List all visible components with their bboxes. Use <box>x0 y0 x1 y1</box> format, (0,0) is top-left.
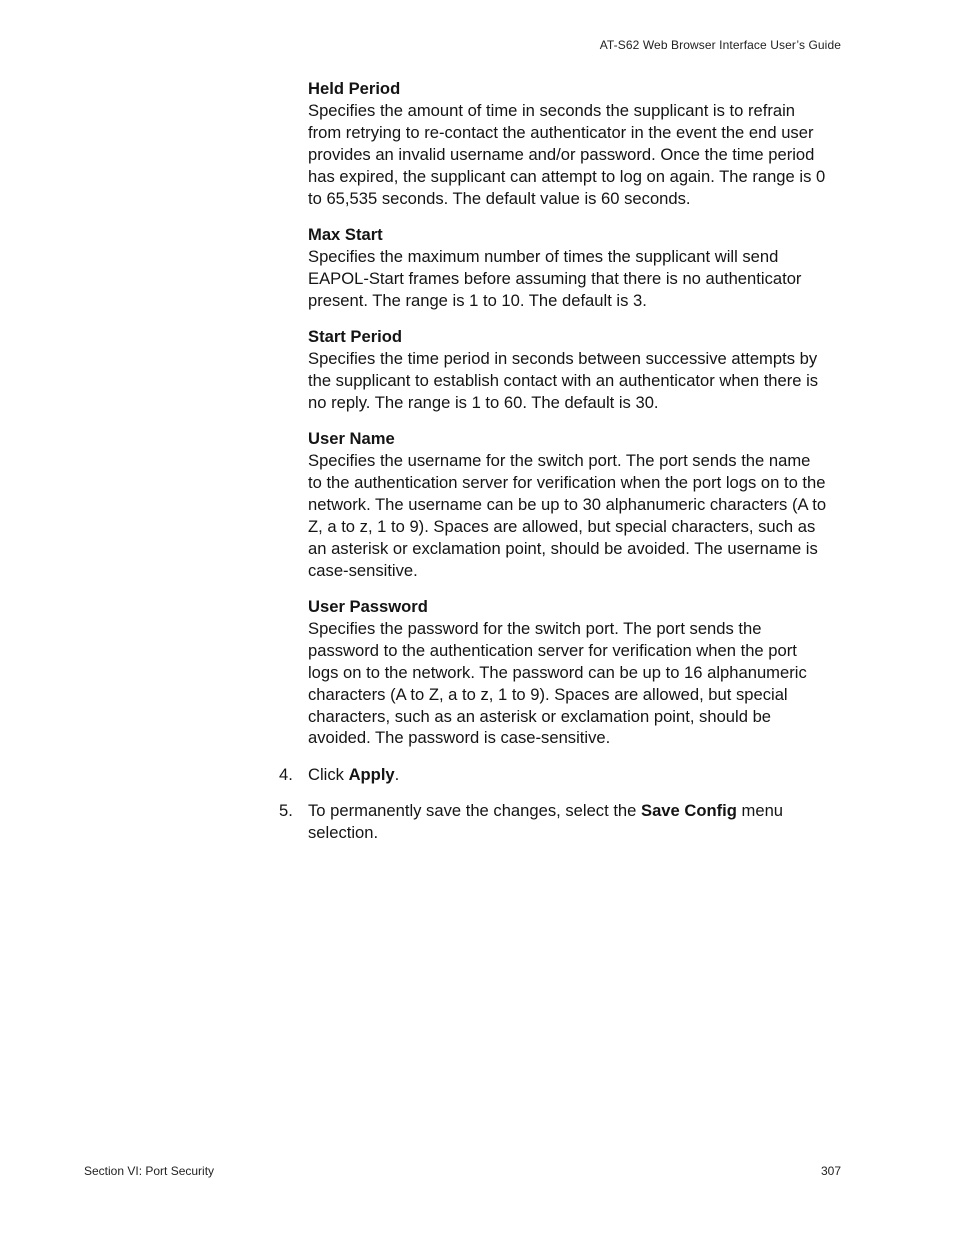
step-emphasis: Save Config <box>641 801 737 821</box>
parameter-description: Specifies the password for the switch port. The port sends the password to the authentication server for verification when the port logs on to the network. The password can be up to 16 alphanumeric characters (A to Z, a to z, 1 to 9). Spaces are allowed, but special characters, such as an asterisk or exclamation point, should be avoided. The password is case-sensitive. <box>308 618 807 748</box>
step-number: 4. <box>279 764 293 784</box>
step-item <box>279 764 828 786</box>
step-text: Click <box>308 764 349 784</box>
parameter-user-password <box>308 596 828 749</box>
parameter-title: User Name <box>308 429 395 449</box>
running-header: AT-S62 Web Browser Interface User’s Guide <box>599 38 841 52</box>
footer-section-title: Section VI: Port Security <box>84 1164 215 1178</box>
parameter-description: Specifies the time period in seconds between successive attempts by the supplicant to establish contact with an authenticator when there is no reply. The range is 1 to 60. The default is 30. <box>308 348 819 412</box>
parameter-title: Max Start <box>308 224 383 244</box>
parameter-max-start <box>308 224 828 312</box>
parameter-title: Held Period <box>308 79 401 98</box>
parameter-title: User Password <box>308 597 428 617</box>
parameter-description: Specifies the amount of time in seconds the supplicant is to refrain from retrying to re-contact the authenticator in the event the end user provides an invalid username and/or password. Once the time period has expired, the supplicant can attempt to log on again. The range is 0 to 65,535 seconds. The default value is 60 seconds. <box>308 100 826 208</box>
step-item <box>279 800 828 844</box>
main-content <box>279 78 828 859</box>
parameter-user-name <box>308 428 828 581</box>
parameter-description: Specifies the username for the switch port. The port sends the name to the authentication server for verification when the port logs on to the network. The username can be up to 30 alphanumeric characters (A to Z, a to z, 1 to 9). Spaces are allowed, but special characters, such as an asterisk or exclamation point, should be avoided. The username is case-sensitive. <box>308 451 827 580</box>
step-number: 5. <box>279 801 293 821</box>
footer-page-number: 307 <box>820 1164 841 1178</box>
step-text-suffix: menu selection. <box>308 801 784 843</box>
parameter-start-period <box>308 326 828 414</box>
parameter-title: Start Period <box>308 327 403 347</box>
parameter-description: Specifies the maximum number of times the supplicant will send EAPOL-Start frames before assuming that there is no authenticator present. The range is 1 to 10. The default is 3. <box>308 246 802 310</box>
parameter-held-period <box>308 78 828 209</box>
step-emphasis: Apply <box>348 764 395 784</box>
step-text-suffix: . <box>394 764 400 784</box>
step-list <box>279 764 828 844</box>
step-text: To permanently save the changes, select the <box>308 801 641 821</box>
